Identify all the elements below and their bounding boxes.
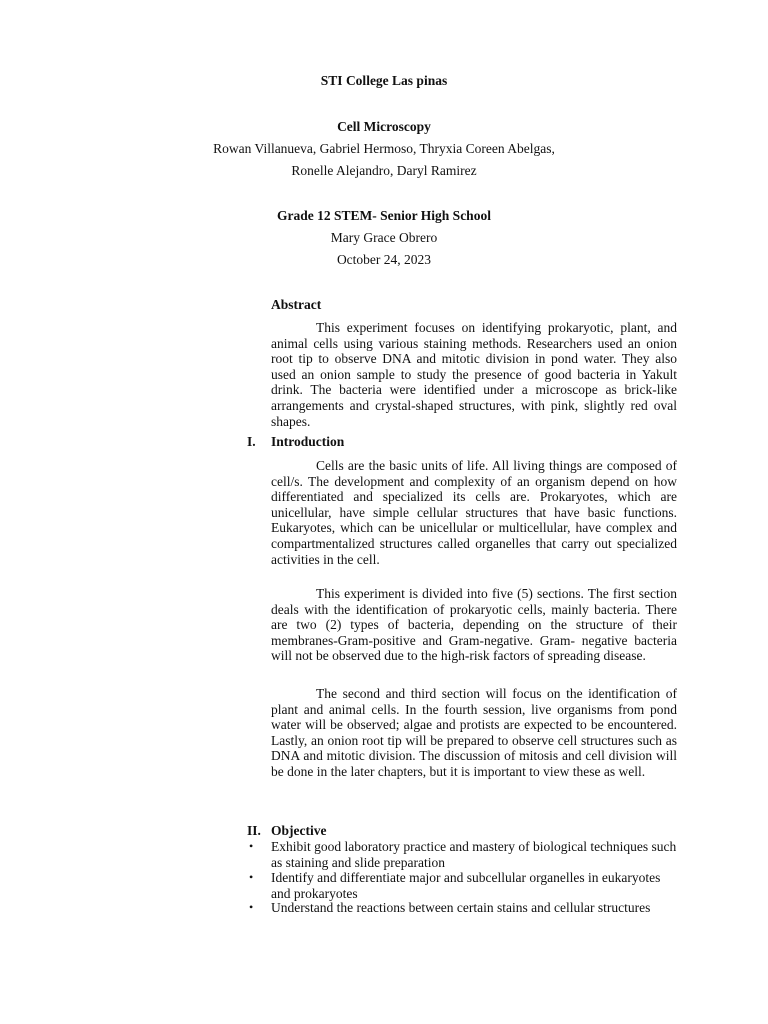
bullet-icon: •	[249, 839, 254, 853]
objective-item-text: Exhibit good laboratory practice and mastery of biological techniques such as staining and slide preparation	[271, 839, 677, 870]
authors-line-2: Ronelle Alejandro, Daryl Ramirez	[291, 163, 477, 178]
introduction-heading: Introduction	[271, 434, 345, 449]
introduction-paragraph-1: Cells are the basic units of life. All living things are composed of cell/s. The development and complexity of an organism depend on how differentiated and specialized its cells are. Prokaryotes, which are unicellular, have simple cellular structures that have basic functions. Eukaryotes, which can be unicellular or multicellular, have complex and compartmentalized structures called organelles that carry out specialized activities in the cell.	[271, 458, 677, 567]
objective-heading: Objective	[271, 823, 327, 838]
abstract-paragraph: This experiment focuses on identifying prokaryotic, plant, and animal cells using various staining methods. Researchers used an onion root tip to observe DNA and mitotic division in pond water. They also used an onion sample to study the presence of good bacteria in Yakult drink. The bacteria were identified under a microscope as brick-like arrangements and crystal-shaped structures, with pink, slightly red oval shapes.	[271, 320, 677, 429]
objective-item-text: Identify and differentiate major and subcellular organelles in eukaryotes and prokaryotes	[271, 870, 661, 901]
bullet-icon: •	[249, 870, 254, 884]
document-date: October 24, 2023	[336, 252, 432, 267]
teacher-name: Mary Grace Obrero	[330, 230, 438, 245]
institution-name: STI College Las pinas	[320, 73, 448, 88]
introduction-paragraph-3: The second and third section will focus on the identification of plant and animal cells. In the fourth session, live organisms from pond water will be observed; algae and protists are expected to be encountered. Lastly, an onion root tip will be prepared to observe cell structures such as DNA and mitotic division. The discussion of mitosis and cell division will be done in the later chapters, but it is important to view these as well.	[271, 686, 677, 779]
objective-numeral: II.	[247, 823, 261, 838]
introduction-paragraph-2: This experiment is divided into five (5) sections. The first section deals with the identification of prokaryotic cells, mainly bacteria. There are two (2) types of bacteria, depending on the structure of their membranes-Gram-positive and Gram-negative. Gram- negative bacteria will not be observed due to the high-risk factors of spreading disease.	[271, 586, 677, 664]
grade-level: Grade 12 STEM- Senior High School	[277, 208, 491, 223]
abstract-heading: Abstract	[271, 297, 322, 312]
objective-list-item	[249, 870, 679, 901]
bullet-icon: •	[249, 900, 254, 914]
objective-item-text: Understand the reactions between certain stains and cellular structures	[271, 900, 651, 915]
objective-list-item	[249, 839, 679, 870]
objective-list-item	[249, 900, 679, 916]
document-title: Cell Microscopy	[337, 119, 431, 134]
authors-line-1: Rowan Villanueva, Gabriel Hermoso, Thryxia Coreen Abelgas,	[213, 141, 555, 156]
introduction-numeral: I.	[247, 434, 256, 449]
